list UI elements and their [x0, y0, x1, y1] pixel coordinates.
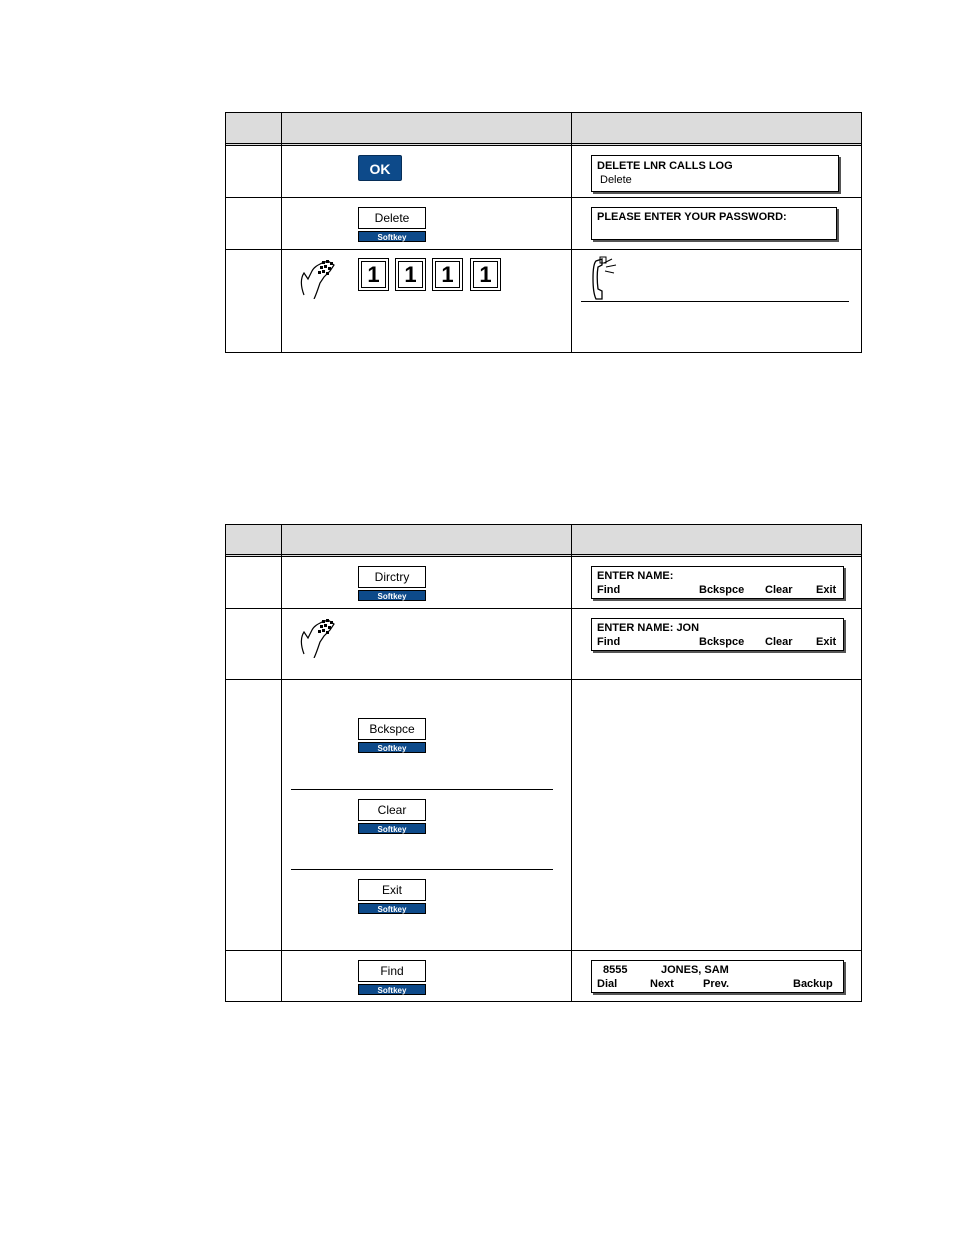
divider-line: [291, 869, 553, 870]
display-line-1: PLEASE ENTER YOUR PASSWORD:: [597, 211, 787, 223]
softkey-label: Delete: [358, 207, 426, 229]
display-line-1: ENTER NAME: JON: [597, 622, 700, 634]
handset-hangup-icon: [586, 255, 628, 303]
digit-key-4[interactable]: 1: [470, 258, 501, 291]
divider-line: [581, 301, 849, 302]
procedure-table-delete-calls-log: [225, 112, 862, 353]
dirctry-softkey[interactable]: [358, 566, 426, 603]
digit-key-2[interactable]: 1: [395, 258, 426, 291]
display-word-bckspce: Bckspce: [699, 584, 745, 596]
digit-key-3[interactable]: 1: [432, 258, 463, 291]
softkey-caption: Softkey: [358, 984, 426, 995]
table-header: [226, 525, 861, 557]
phone-display: [591, 207, 837, 240]
softkey-label: Clear: [358, 799, 426, 821]
table-row: [226, 951, 861, 1003]
display-word-exit: Exit: [816, 636, 837, 648]
hand-keypad-icon: [298, 257, 338, 299]
softkey-label: Bckspce: [358, 718, 426, 740]
table-row: [226, 609, 861, 680]
display-word-clear: Clear: [765, 636, 793, 648]
display-word-find: Find: [597, 636, 621, 648]
procedure-table-directory: [225, 524, 862, 1002]
display-word-backup: Backup: [793, 978, 833, 990]
softkey-caption: Softkey: [358, 903, 426, 914]
display-name: JONES, SAM: [661, 964, 729, 976]
phone-display: [591, 618, 844, 651]
display-word-clear: Clear: [765, 584, 793, 596]
phone-display: [591, 155, 839, 192]
softkey-caption: Softkey: [358, 823, 426, 834]
display-number: 8555: [603, 964, 628, 976]
ok-button[interactable]: OK: [358, 155, 402, 181]
table-row: [226, 680, 861, 951]
display-line-1: ENTER NAME:: [597, 570, 674, 582]
softkey-label: Dirctry: [358, 566, 426, 588]
display-word-find: Find: [597, 584, 621, 596]
table-row: [226, 250, 861, 354]
find-softkey[interactable]: [358, 960, 426, 997]
divider-line: [291, 789, 553, 790]
bckspce-softkey[interactable]: [358, 718, 426, 755]
phone-display: [591, 566, 844, 599]
softkey-label: Exit: [358, 879, 426, 901]
delete-softkey[interactable]: [358, 207, 426, 244]
display-line-1: DELETE LNR CALLS LOG: [597, 160, 733, 172]
display-word-prev: Prev.: [703, 978, 730, 990]
clear-softkey[interactable]: [358, 799, 426, 836]
exit-softkey[interactable]: [358, 879, 426, 916]
table-row: [226, 557, 861, 609]
table-row: [226, 198, 861, 250]
display-word-next: Next: [650, 978, 674, 990]
softkey-caption: Softkey: [358, 231, 426, 242]
softkey-caption: Softkey: [358, 742, 426, 753]
table-row: [226, 146, 861, 198]
display-word-exit: Exit: [816, 584, 837, 596]
table-header: [226, 113, 861, 146]
hand-keypad-icon: [298, 616, 338, 658]
display-word-bckspce: Bckspce: [699, 636, 745, 648]
softkey-caption: Softkey: [358, 590, 426, 601]
digit-key-1[interactable]: 1: [358, 258, 389, 291]
softkey-label: Find: [358, 960, 426, 982]
display-line-2: Delete: [600, 174, 632, 186]
display-word-dial: Dial: [597, 978, 618, 990]
phone-display: [591, 960, 844, 993]
